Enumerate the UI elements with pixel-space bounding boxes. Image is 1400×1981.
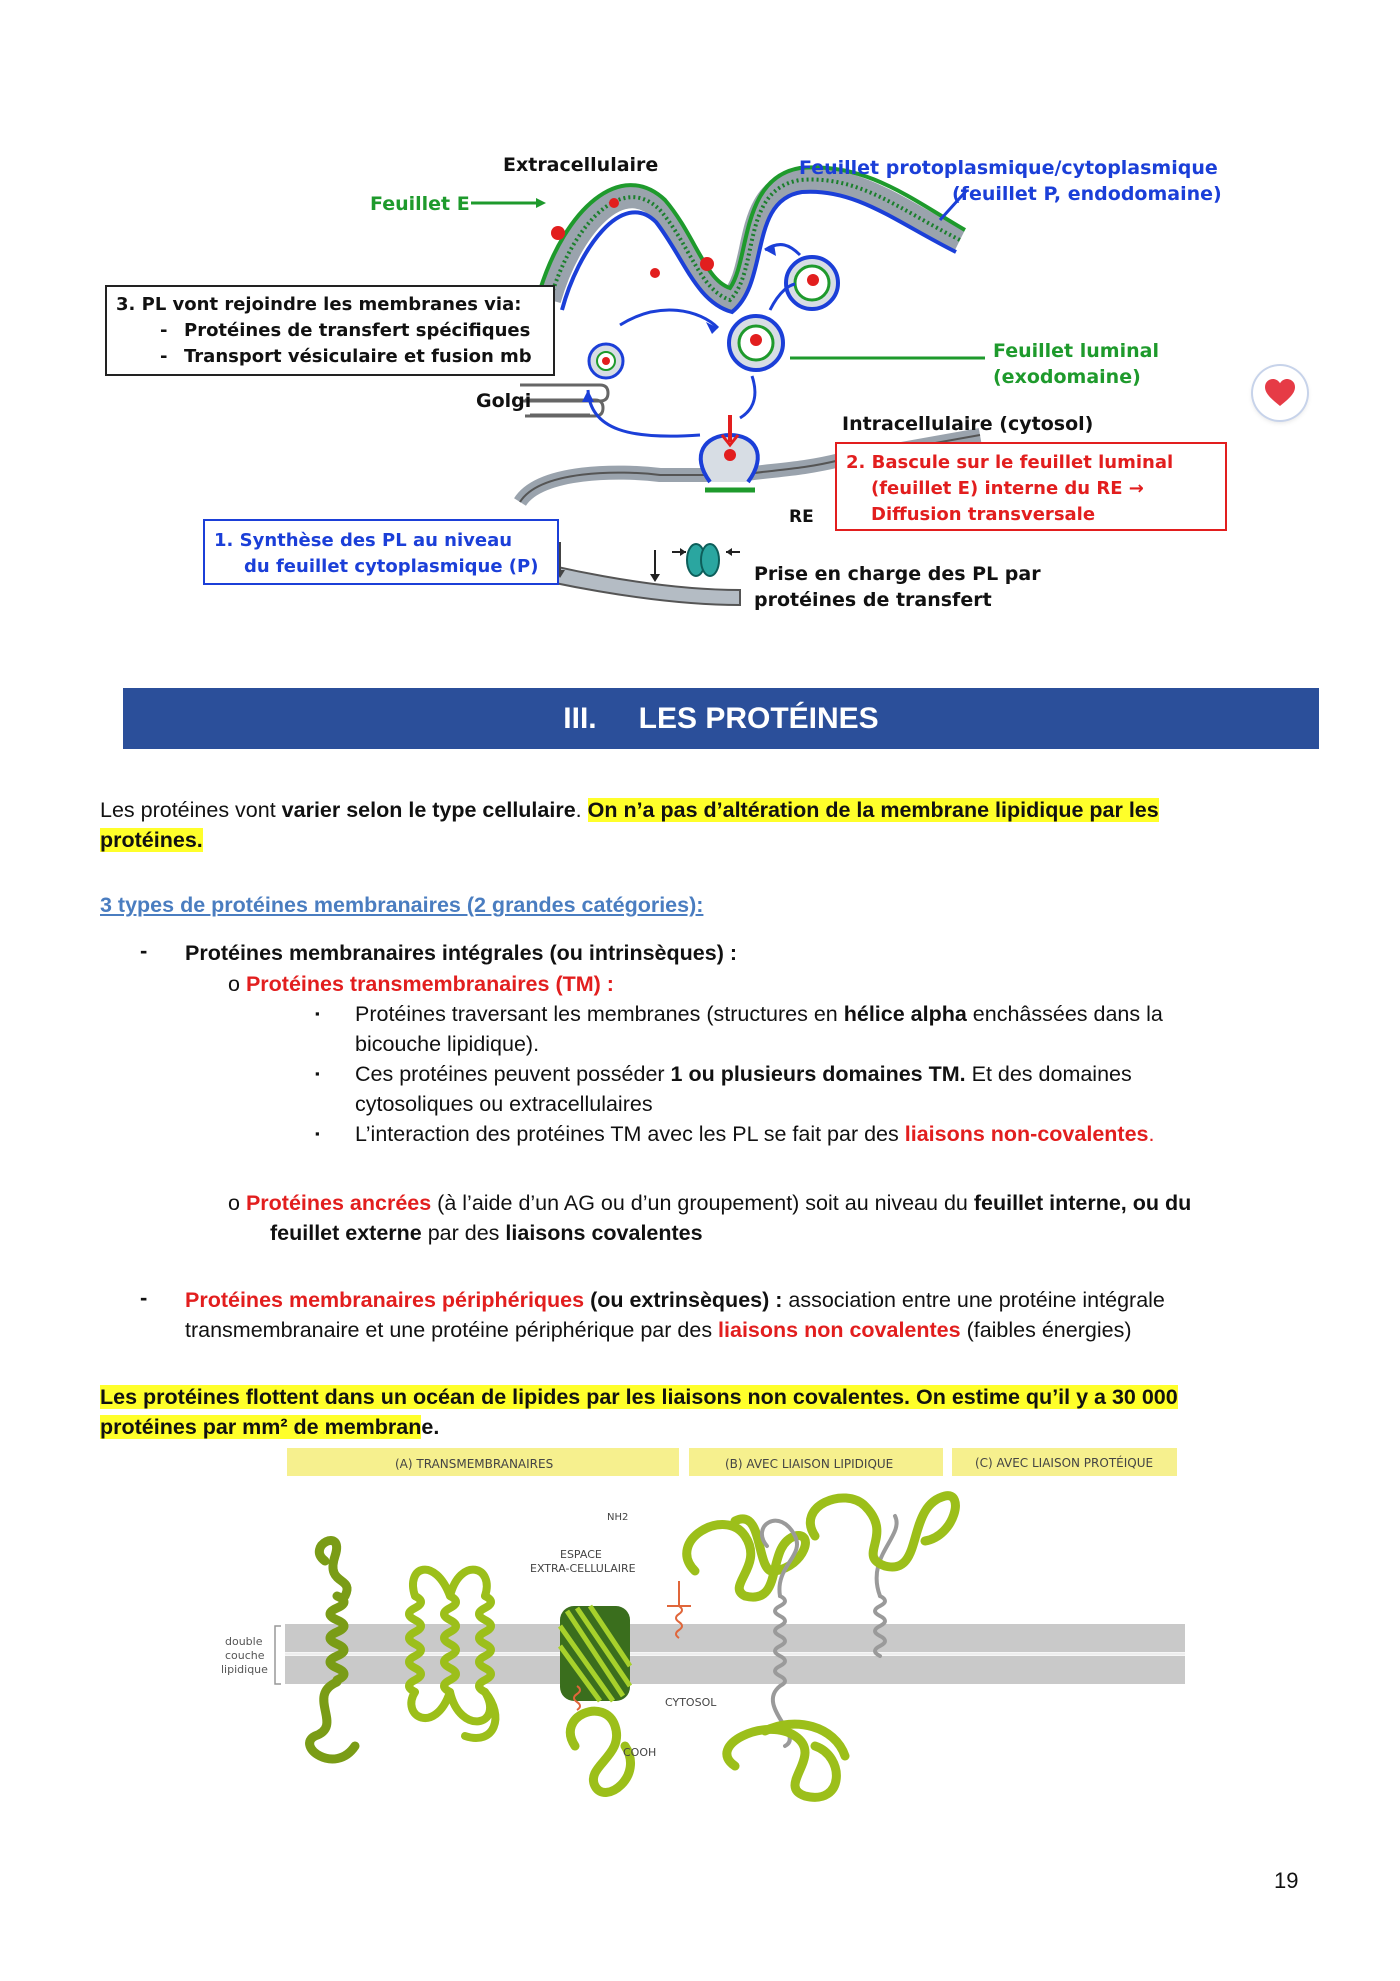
conclusion-paragraph: Les protéines flottent dans un océan de lipides par les liaisons non covalentes. On estime qu’il y a 30 000 protéines par mm² de membrane. (100, 1385, 1178, 1439)
step2-text: 2. Bascule sur le feuillet luminal (846, 452, 1174, 473)
tm-bullet-1: Protéines traversant les membranes (structures en hélice alpha enchâssées dans la bicouche lipidique). (355, 1002, 1163, 1056)
anchored-proteins: o Protéines ancrées (à l’aide d’un AG ou d’un groupement) soit au niveau du feuillet interne, ou du feuillet externe par des liaisons covalentes (228, 1191, 1192, 1245)
label-feuillet-luminal: Feuillet luminal (993, 340, 1159, 362)
svg-text:(feuillet P, endodomaine): (feuillet P, endodomaine) (952, 183, 1222, 205)
page-number: 19 (1274, 1868, 1299, 1893)
section-title: LES PROTÉINES (638, 701, 879, 735)
er-budding-vesicle (701, 415, 758, 490)
svg-text:Transport vésiculaire et fusio: Transport vésiculaire et fusion mb (184, 346, 532, 367)
membrane-proteins-figure (205, 1446, 1205, 1826)
step1-text: 1. Synthèse des PL au niveau (214, 530, 513, 551)
label-cytosol: CYTOSOL (665, 1696, 717, 1709)
svg-text:couche: couche (225, 1649, 265, 1662)
bullet-icon: ▪ (315, 1126, 320, 1141)
tm-bullet-3: L’interaction des protéines TM avec les PL se fait par des liaisons non-covalentes. (355, 1122, 1155, 1146)
label-re: RE (789, 507, 814, 527)
svg-text:(A) TRANSMEMBRANAIRES: (A) TRANSMEMBRANAIRES (395, 1457, 554, 1471)
svg-text:-: - (160, 346, 168, 367)
tm-heading: o Protéines transmembranaires (TM) : (228, 972, 614, 996)
step3-text: 3. PL vont rejoindre les membranes via: (116, 294, 522, 315)
section-banner (123, 688, 1319, 749)
svg-text:lipidique: lipidique (221, 1663, 268, 1676)
svg-text:(B) AVEC LIAISON LIPIDIQUE: (B) AVEC LIAISON LIPIDIQUE (725, 1457, 894, 1471)
bullet-icon: ▪ (315, 1006, 320, 1021)
multi-pass-protein (409, 1570, 495, 1738)
membrane-synthesis-diagram (100, 150, 1280, 630)
integral-label: Protéines membranaires intégrales (ou intrinsèques) : (185, 941, 737, 965)
plasma-membrane (550, 180, 960, 300)
svg-text:Protéines de transfert spécifi: Protéines de transfert spécifiques (184, 320, 531, 341)
transfer-protein-icon (672, 544, 740, 576)
svg-text:protéines de transfert: protéines de transfert (754, 589, 992, 611)
intro-paragraph: Les protéines vont varier selon le type cellulaire. On n’a pas d’altération de la membrane lipidique par les protéines. (100, 798, 1159, 852)
label-espace: ESPACE (560, 1548, 602, 1561)
types-heading: 3 types de protéines membranaires (2 grandes catégories): (100, 893, 704, 917)
label-golgi: Golgi (476, 390, 532, 412)
phospholipid-dot (551, 226, 565, 240)
label-double: double (225, 1635, 263, 1648)
bullet-icon: ▪ (315, 1066, 320, 1081)
tm-bullet-2: Ces protéines peuvent posséder 1 ou plusieurs domaines TM. Et des domaines cytosoliques ou extracellulaires (355, 1062, 1132, 1116)
peripheral-proteins: Protéines membranaires périphériques (ou extrinsèques) : association entre une protéine intégrale transmembranaire et une protéine périphérique par des liaisons non covalentes (faibles énergies) (185, 1288, 1165, 1342)
lipid-anchored-protein-outer (687, 1519, 806, 1597)
svg-text:-: - (160, 320, 168, 341)
label-intracellulaire: Intracellulaire (cytosol) (842, 413, 1094, 435)
label-feuillet-p: Feuillet protoplasmique/cytoplasmique (799, 157, 1218, 179)
svg-text:(feuillet E) interne du RE →: (feuillet E) interne du RE → (871, 478, 1144, 499)
heart-icon (1265, 379, 1295, 407)
svg-text:du feuillet cytoplasmique (P): du feuillet cytoplasmique (P) (244, 556, 539, 577)
lipid-anchored-protein-inner (570, 1711, 630, 1792)
favorite-button[interactable] (1253, 366, 1307, 420)
svg-text:(C) AVEC LIAISON PROTÉIQUE: (C) AVEC LIAISON PROTÉIQUE (975, 1456, 1154, 1470)
label-extracellulaire: Extracellulaire (503, 154, 659, 176)
label-feuillet-e: Feuillet E (370, 193, 470, 215)
svg-text:EXTRA-CELLULAIRE: EXTRA-CELLULAIRE (530, 1562, 636, 1575)
label-prise-en-charge: Prise en charge des PL par (754, 563, 1041, 585)
label-nh2: NH2 (607, 1512, 629, 1523)
vesicle (589, 344, 623, 378)
svg-text:(exodomaine): (exodomaine) (993, 366, 1141, 388)
section-number: III. (563, 701, 597, 735)
vesicle (729, 316, 783, 370)
beta-barrel-protein (560, 1606, 630, 1701)
label-cooh: COOH (623, 1746, 657, 1759)
svg-text:Diffusion transversale: Diffusion transversale (871, 504, 1096, 525)
